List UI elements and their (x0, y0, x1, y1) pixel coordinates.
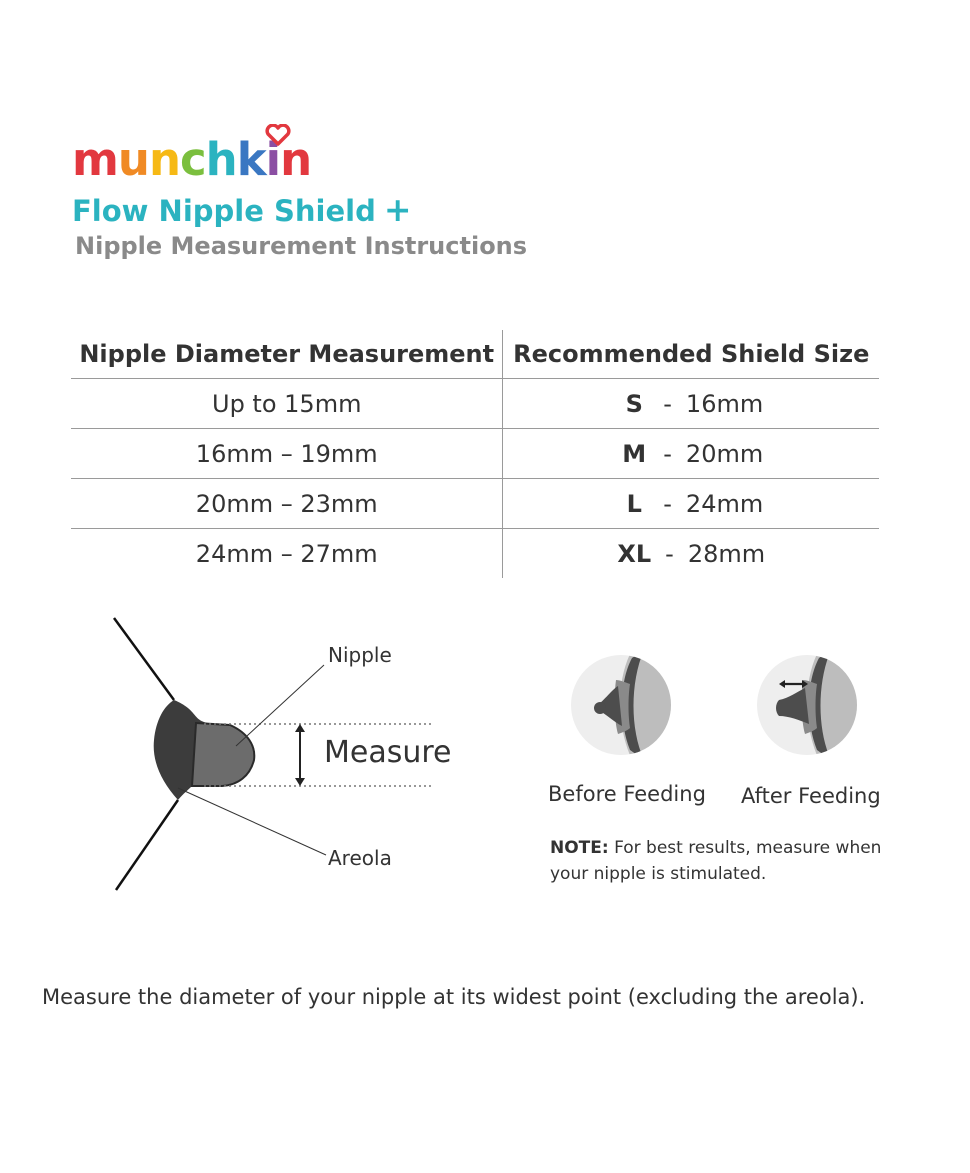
table-row (71, 379, 879, 429)
logo-letter: n (280, 133, 312, 186)
product-title-text: Flow Nipple Shield (72, 194, 376, 228)
munchkin-logo (72, 118, 312, 186)
shield-size (502, 379, 879, 428)
diameter-range: Up to 15mm (212, 389, 362, 418)
table-header-row (71, 330, 879, 379)
page-subtitle: Nipple Measurement Instructions (75, 232, 528, 260)
size-letter: S (625, 389, 643, 418)
product-title (72, 190, 412, 229)
size-letter: XL (617, 539, 652, 568)
size-dash: - (663, 489, 672, 518)
logo-letter: n (148, 133, 180, 186)
after-feeding-label: After Feeding (741, 784, 881, 808)
table-row (71, 529, 879, 578)
size-dash: - (663, 439, 672, 468)
logo-letter: c (179, 133, 206, 186)
plus-icon: + (383, 190, 412, 229)
size-mm: 24mm (685, 489, 764, 518)
diameter-range: 16mm – 19mm (195, 439, 378, 468)
size-mm: 20mm (685, 439, 764, 468)
note-prefix: NOTE: (550, 838, 609, 858)
footer-instruction: Measure the diameter of your nipple at its widest point (excluding the areola). (42, 985, 866, 1009)
shield-size (502, 529, 879, 578)
shield-size (502, 429, 879, 478)
logo-letter: k (236, 133, 266, 186)
size-mm: 16mm (685, 389, 764, 418)
size-letter: M (622, 439, 647, 468)
measure-label: Measure (324, 735, 452, 770)
header-diameter: Nipple Diameter Measurement (79, 340, 495, 368)
size-chart-table (71, 330, 879, 578)
header-shield-size: Recommended Shield Size (502, 330, 879, 378)
diameter-range: 24mm – 27mm (195, 539, 378, 568)
before-feeding-icon (568, 650, 678, 760)
diameter-range: 20mm – 23mm (195, 489, 378, 518)
areola-label: Areola (328, 846, 392, 870)
size-dash: - (663, 389, 672, 418)
nipple-shape (192, 723, 254, 786)
size-mm: 28mm (687, 539, 766, 568)
size-dash: - (665, 539, 674, 568)
table-row (71, 479, 879, 529)
size-letter: L (626, 489, 642, 518)
logo-letter: m (72, 133, 118, 186)
logo-letter: h (205, 133, 237, 186)
shield-size (502, 479, 879, 528)
after-feeding-icon (755, 650, 865, 760)
logo-letter: u (117, 133, 149, 186)
nipple-label: Nipple (328, 643, 392, 667)
before-feeding-label: Before Feeding (548, 782, 706, 806)
table-row (71, 429, 879, 479)
note-text (550, 835, 890, 887)
heart-icon (265, 124, 291, 146)
logo-letter: i (265, 133, 281, 186)
note-body: For best results, measure when your nipple is stimulated. (550, 838, 882, 884)
